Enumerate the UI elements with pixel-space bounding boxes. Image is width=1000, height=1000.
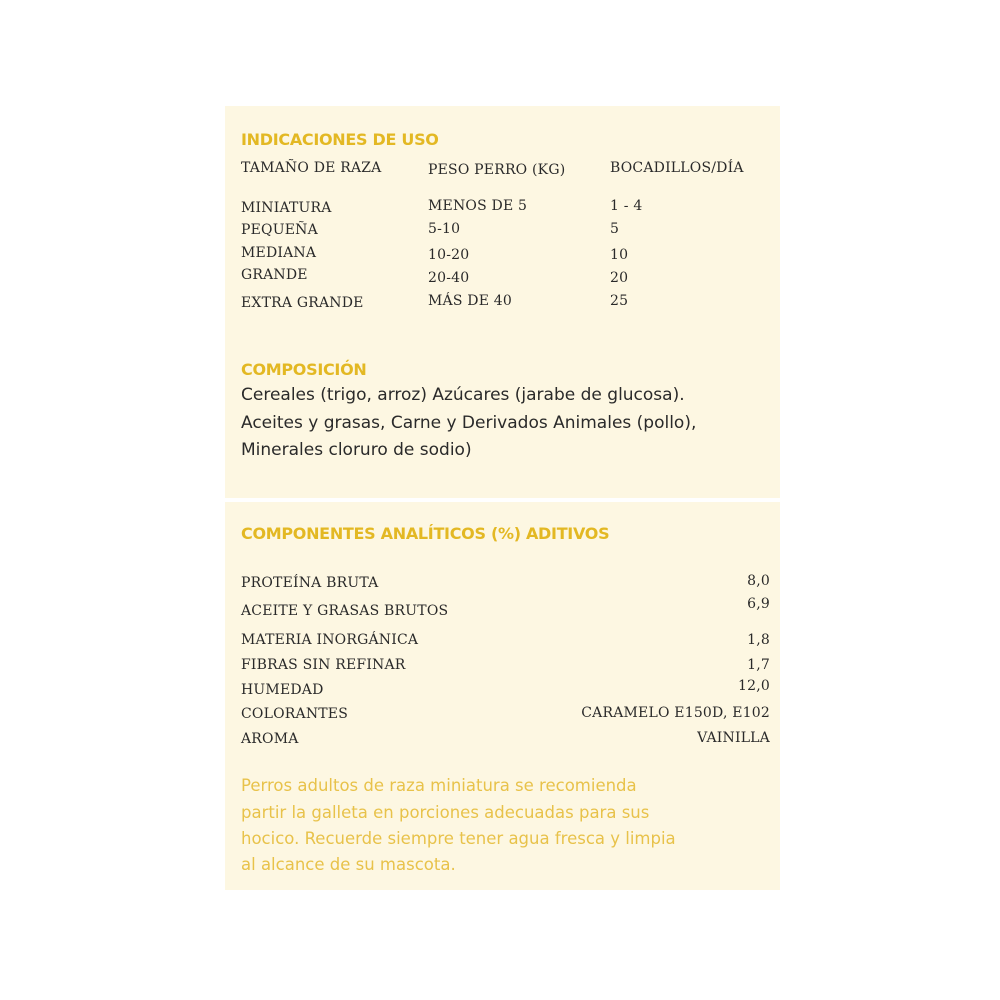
- analytics-row-value: VAINILLA: [697, 730, 770, 746]
- composition-text-line: Minerales cloruro de sodio): [241, 440, 472, 460]
- usage-row-weight: MENOS DE 5: [428, 198, 528, 214]
- usage-row-breed: PEQUEÑA: [241, 222, 318, 238]
- analytics-row-label: PROTEÍNA BRUTA: [241, 575, 379, 591]
- usage-row-weight: 5-10: [428, 221, 461, 237]
- recommendation-text-line: Perros adultos de raza miniatura se recomienda: [241, 776, 637, 795]
- composition-heading: COMPOSICIÓN: [241, 360, 367, 379]
- usage-row-breed: EXTRA GRANDE: [241, 295, 364, 311]
- analytics-row-value: 1,7: [747, 657, 770, 673]
- usage-row-treats: 25: [610, 293, 629, 309]
- usage-row-treats: 20: [610, 270, 629, 286]
- usage-composition-panel: [225, 106, 780, 498]
- analytics-row-value: 1,8: [747, 632, 770, 648]
- usage-row-treats: 10: [610, 247, 629, 263]
- usage-row-treats: 5: [610, 221, 620, 237]
- analytics-row-value: 12,0: [738, 678, 770, 694]
- recommendation-text-line: hocico. Recuerde siempre tener agua fresca y limpia: [241, 829, 676, 848]
- usage-header-weight: PESO PERRO (KG): [428, 162, 566, 178]
- analytics-row-value: 8,0: [747, 573, 770, 589]
- usage-header-breed-size: TAMAÑO DE RAZA: [241, 160, 382, 176]
- analytics-row-label: AROMA: [241, 731, 299, 747]
- analytics-row-label: FIBRAS SIN REFINAR: [241, 657, 406, 673]
- analytics-heading: COMPONENTES ANALÍTICOS (%) ADITIVOS: [241, 524, 610, 543]
- usage-row-weight: 10-20: [428, 247, 470, 263]
- usage-row-treats: 1 - 4: [610, 198, 643, 214]
- recommendation-text-line: partir la galleta en porciones adecuadas para sus: [241, 803, 650, 822]
- analytics-row-label: HUMEDAD: [241, 682, 324, 698]
- composition-text-line: Aceites y grasas, Carne y Derivados Animales (pollo),: [241, 413, 697, 433]
- usage-row-weight: MÁS DE 40: [428, 293, 512, 309]
- composition-text-line: Cereales (trigo, arroz) Azúcares (jarabe de glucosa).: [241, 385, 685, 405]
- usage-row-breed: GRANDE: [241, 267, 308, 283]
- recommendation-text-line: al alcance de su mascota.: [241, 855, 456, 874]
- analytics-row-label: MATERIA INORGÁNICA: [241, 632, 419, 648]
- analytics-row-value: 6,9: [747, 596, 770, 612]
- analytics-row-label: ACEITE Y GRASAS BRUTOS: [241, 603, 449, 619]
- analytics-row-label: COLORANTES: [241, 706, 349, 722]
- usage-header-treats-per-day: BOCADILLOS/DÍA: [610, 160, 744, 176]
- usage-row-breed: MEDIANA: [241, 245, 317, 261]
- usage-row-breed: MINIATURA: [241, 200, 332, 216]
- analytics-panel: [225, 502, 780, 890]
- analytics-row-value: CARAMELO E150D, E102: [581, 705, 770, 721]
- usage-heading: INDICACIONES DE USO: [241, 130, 439, 149]
- usage-row-weight: 20-40: [428, 270, 470, 286]
